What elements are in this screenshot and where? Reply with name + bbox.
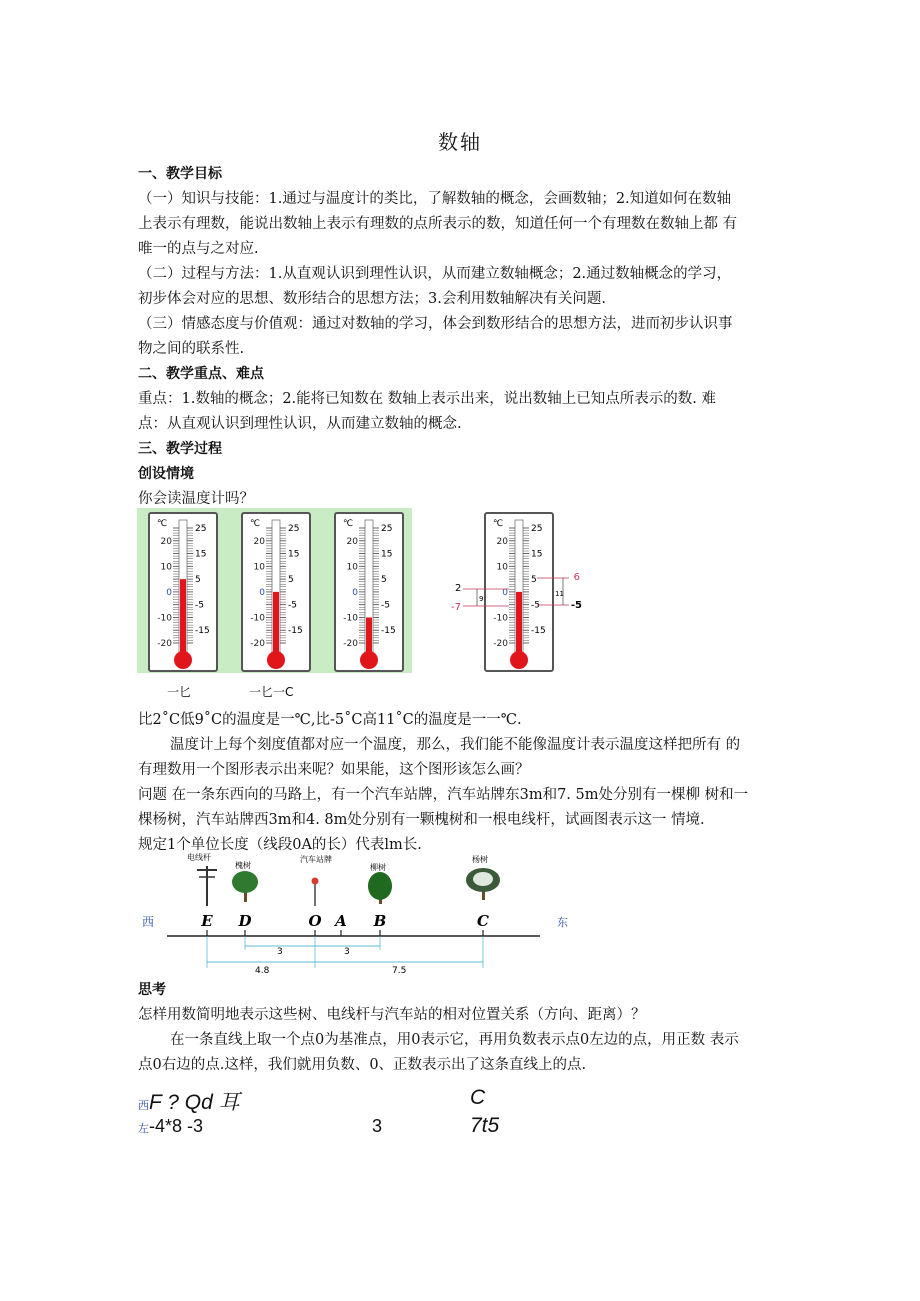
mercury-bulb (510, 651, 528, 669)
point-label-e: E (201, 912, 213, 930)
dim-label-7-5: 7.5 (392, 966, 407, 976)
page-title: 数轴 (438, 130, 482, 154)
unit-label: ℃ (157, 519, 168, 529)
label-pole: 电线杆 (187, 853, 211, 862)
east-label: 东 (557, 916, 568, 929)
annot-neg-seven: -7 (451, 602, 461, 613)
west-label: 西 (142, 915, 155, 929)
thermometer-figure (137, 508, 582, 704)
label-poplar: 杨树 (472, 855, 488, 864)
mercury-column (366, 617, 372, 656)
text-line: 规定1个单位长度（线段0A的长）代表lm长. (138, 837, 422, 853)
scale-label-right: 25 (381, 524, 393, 534)
text-line: 棵杨树，汽车站牌西3m和4. 8m处分别有一颗槐树和一根电线杆，试画图表示这一 情境. (138, 812, 705, 828)
scale-label-left: 10 (253, 562, 265, 573)
scale-label-left: -10 (493, 613, 508, 624)
text-line: 点0右边的点.这样，我们就用负数、0、正数表示出了这条直线上的点. (138, 1057, 587, 1073)
scale-label-left: -20 (250, 639, 265, 649)
text-line: （一）知识与技能：1.通过与温度计的类比，了解数轴的概念，会画数轴；2.知道如何在数轴 (138, 191, 732, 207)
ocr-row-1 (138, 1086, 240, 1116)
scale-label-right: 25 (288, 524, 300, 534)
scale-label-left: -20 (493, 639, 508, 649)
mercury-column (180, 579, 186, 656)
scale-label-right: 5 (288, 575, 294, 586)
scale-label-left: 10 (346, 562, 358, 573)
bus-stop-icon (312, 878, 319, 907)
scale-label-right: -5 (195, 600, 204, 611)
scale-label-right: -5 (381, 600, 390, 611)
scale-label-right: 25 (195, 524, 207, 534)
heading-think: 思考 (138, 982, 166, 998)
dim-label-left-3: 3 (277, 947, 283, 957)
scale-label-right: -15 (381, 626, 396, 637)
scale-label-left: 10 (160, 562, 172, 573)
scale-label-left: 20 (253, 536, 265, 547)
heading-scenario: 创设情境 (138, 466, 194, 482)
scale-label-left: 20 (346, 536, 358, 547)
text-line: 你会读温度计吗？ (138, 491, 254, 507)
text-line: 重点：1.数轴的概念；2.能将已知数在 数轴上表示出来，说出数轴上已知点所表示的数. 难 (138, 391, 716, 407)
heading-process: 三、教学过程 (138, 441, 222, 457)
scale-label-right: -15 (195, 626, 210, 637)
annot-nine: 9 (479, 595, 484, 603)
text-line: 温度计上每个刻度值都对应一个温度，那么，我们能不能像温度计表示温度这样把所有 的 (170, 737, 741, 753)
text-line: 上表示有理数，能说出数轴上表示有理数的点所表示的数，知道任何一个有理数在数轴上都 有 (138, 216, 738, 232)
ocr-row-2-text: -4*8 -3 (149, 1116, 204, 1136)
point-label-d: D (238, 912, 252, 930)
text-line: （二）过程与方法：1.从直观认识到理性认识，从而建立数轴概念；2.通过数轴概念的学习， (138, 266, 732, 282)
text-line: 物之间的联系性. (138, 341, 245, 357)
ocr-row-1-text: F ? Qd 耳 (149, 1091, 240, 1114)
dim-label-4-8: 4.8 (255, 966, 270, 976)
mercury-bulb (267, 651, 285, 669)
text-line: （三）情感态度与价值观：通过对数轴的学习，体会到数形结合的思想方法，进而初步认识事 (138, 316, 733, 332)
unit-label: ℃ (493, 519, 504, 529)
text-line: 点：从直观认识到理性认识，从而建立数轴的概念. (138, 416, 462, 432)
scale-label-right: 15 (531, 549, 543, 560)
scale-label-right: 15 (288, 549, 300, 560)
heading-key-points: 二、教学重点、难点 (138, 366, 264, 382)
scale-label-right: -5 (531, 600, 540, 611)
road-diagram (137, 850, 577, 980)
text-line: 有理数用一个图形表示出来呢？如果能，这个图形该怎么画？ (138, 762, 530, 778)
heading-objectives: 一、教学目标 (138, 166, 222, 182)
ocr-small-left: 左 (138, 1123, 149, 1135)
scale-label-left: 20 (496, 536, 508, 547)
annot-neg-five: -5 (570, 600, 582, 611)
text-line: 唯一的点与之对应. (138, 241, 259, 257)
scale-label-right: -15 (531, 626, 546, 637)
text-line: 怎样用数简明地表示这些树、电线杆与汽车站的相对位置关系（方向、距离）？ (138, 1007, 646, 1023)
scale-label-right: 25 (531, 524, 543, 534)
point-label-o: O (308, 912, 322, 930)
dim-label-right-3: 3 (344, 947, 350, 957)
scale-label-left: 0 (166, 587, 172, 598)
ocr-row-1-right: C (470, 1086, 486, 1109)
willow-tree-icon (368, 872, 392, 904)
scale-label-left: -10 (157, 613, 172, 624)
scale-label-left: -10 (250, 613, 265, 624)
label-bus-stop: 汽车站牌 (300, 855, 332, 864)
scale-label-right: 15 (381, 549, 393, 560)
scale-label-right: 15 (195, 549, 207, 560)
mercury-bulb (174, 651, 192, 669)
text-line: 在一条直线上取一个点0为基准点，用0表示它，再用负数表示点0左边的点，用正数 表示 (170, 1032, 739, 1048)
unit-label: ℃ (343, 519, 354, 529)
point-label-a: A (335, 912, 347, 930)
poplar-tree-icon (466, 868, 500, 900)
scale-label-left: 10 (496, 562, 508, 573)
text-line: 问题 在一条东西向的马路上，有一个汽车站牌，汽车站牌东3m和7. 5m处分别有一棵柳 树和一 (138, 787, 749, 803)
scale-label-left: 0 (352, 587, 358, 598)
unit-label: ℃ (250, 519, 261, 529)
text-line: 比2˚C低9˚C的温度是一℃,比-5˚C高11˚C的温度是一一℃. (138, 712, 522, 728)
ocr-row-2-right: 7t5 (470, 1114, 500, 1137)
scale-label-right: -15 (288, 626, 303, 637)
scale-label-left: 0 (502, 587, 508, 598)
ocr-row-2 (138, 1114, 203, 1138)
annot-six: 6 (573, 572, 580, 583)
scale-label-right: -5 (288, 600, 297, 611)
scale-label-left: 20 (160, 536, 172, 547)
caption-2: 一匕一C (249, 685, 294, 699)
scale-label-left: -20 (343, 639, 358, 649)
scale-label-right: 5 (531, 575, 537, 586)
scale-label-right: 5 (195, 575, 201, 586)
locust-tree-icon (232, 871, 258, 902)
mercury-column (273, 592, 279, 656)
caption-1: 一匕 (167, 685, 192, 699)
scale-label-right: 5 (381, 575, 387, 586)
mercury-bulb (360, 651, 378, 669)
ocr-small-west: 西 (138, 1100, 149, 1112)
utility-pole-icon (197, 866, 217, 906)
point-label-c: C (477, 912, 489, 930)
annot-eleven: 11 (555, 590, 564, 598)
scale-label-left: 0 (259, 587, 265, 598)
mercury-column (516, 592, 522, 656)
scale-label-left: -20 (157, 639, 172, 649)
text-line: 初步体会对应的思想、数形结合的思想方法；3.会利用数轴解决有关问题. (138, 291, 606, 307)
ocr-row-2-mid: 3 (372, 1116, 383, 1136)
point-label-b: B (373, 912, 387, 930)
label-willow: 柳树 (370, 863, 386, 872)
label-locust: 槐树 (235, 861, 251, 870)
annot-two: 2 (455, 583, 462, 594)
scale-label-left: -10 (343, 613, 358, 624)
